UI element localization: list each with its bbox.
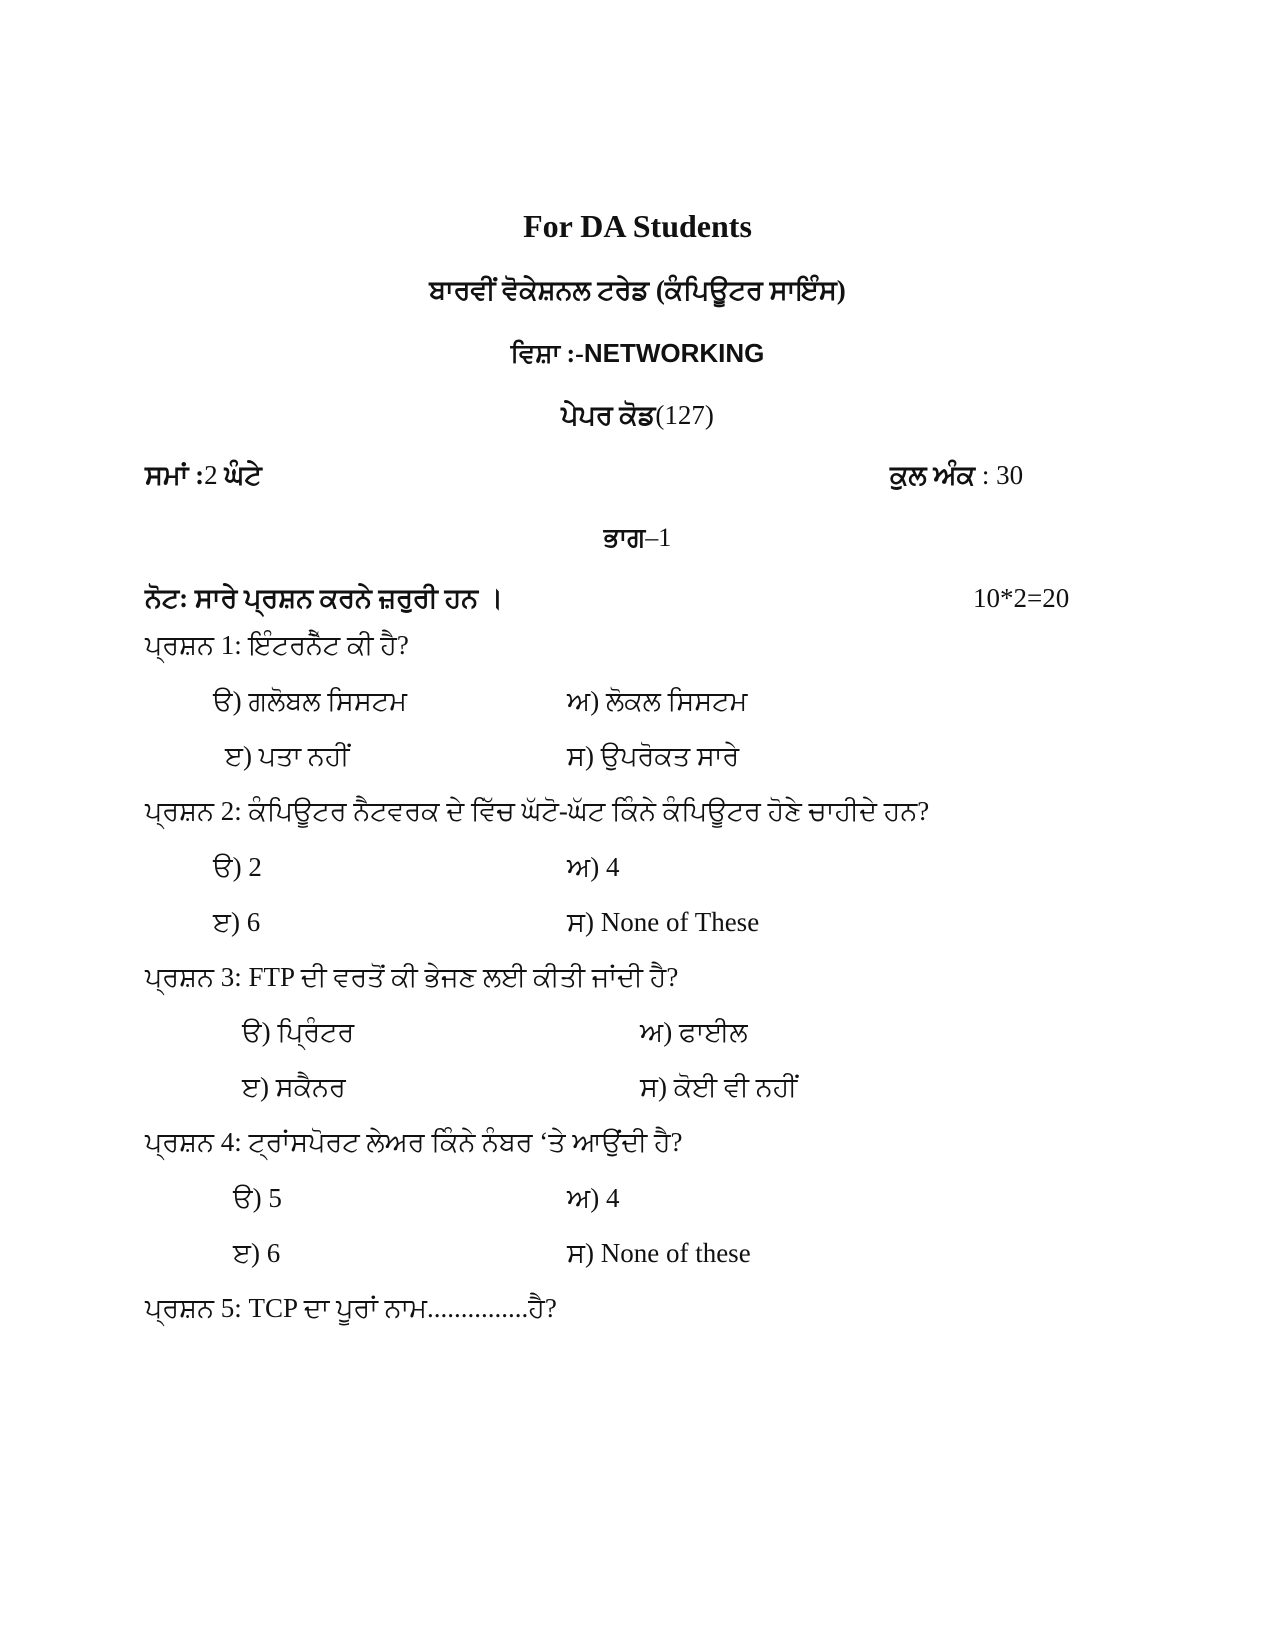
total-marks bbox=[890, 460, 1023, 492]
question-4: ਪ੍ਰਸ਼ਨ 4: ਟ੍ਰਾਂਸਪੋਰਟ ਲੇਅਰ ਕਿੰਨੇ ਨੰਬਰ ‘ਤੇ ਆਉਂਦੀ ਹੈ? bbox=[145, 1127, 683, 1157]
paper-code-label: ਪੇਪਰ ਕੋਡ bbox=[561, 400, 656, 430]
q1-option-b: ਅ) ਲੋਕਲ ਸਿਸਟਮ bbox=[567, 686, 748, 716]
page-subtitle: ਬਾਰਵੀਂ ਵੋਕੇਸ਼ਨਲ ਟਰੇਡ (ਕੰਪਿਊਟਰ ਸਾਇੰਸ) bbox=[429, 275, 846, 305]
q1-option-c: ੲ) ਪਤਾ ਨਹੀਂ bbox=[225, 741, 350, 771]
page-title: For DA Students bbox=[523, 208, 752, 244]
time-label: ਸਮਾਂ : bbox=[145, 460, 205, 490]
q2-option-b: ਅ) 4 bbox=[567, 852, 620, 882]
time-unit: ਘੰਟੇ bbox=[217, 460, 262, 490]
q2-option-a: ੳ) 2 bbox=[213, 852, 262, 882]
q2-option-c: ੲ) 6 bbox=[213, 907, 261, 937]
time-allowed bbox=[145, 460, 262, 492]
subject-value: NETWORKING bbox=[583, 338, 765, 368]
q3-option-c: ੲ) ਸਕੈਨਰ bbox=[242, 1072, 346, 1102]
question-5: ਪ੍ਰਸ਼ਨ 5: TCP ਦਾ ਪੂਰਾਂ ਨਾਮ...............ਹੈ? bbox=[145, 1293, 557, 1323]
q2-option-d: ਸ) None of These bbox=[567, 907, 760, 937]
q3-option-b: ਅ) ਫਾਈਲ bbox=[640, 1017, 748, 1047]
q3-option-a: ੳ) ਪ੍ਰਿੰਟਰ bbox=[242, 1017, 355, 1047]
time-value: 2 bbox=[204, 460, 218, 490]
q3-option-d: ਸ) ਕੋਈ ਵੀ ਨਹੀਂ bbox=[640, 1072, 798, 1102]
question-3: ਪ੍ਰਸ਼ਨ 3: FTP ਦੀ ਵਰਤੋਂ ਕੀ ਭੇਜਣ ਲਈ ਕੀਤੀ ਜਾਂਦੀ ਹੈ? bbox=[145, 962, 679, 992]
section-marks: 10*2=20 bbox=[973, 583, 1070, 613]
q4-option-c: ੲ) 6 bbox=[233, 1238, 281, 1268]
instructions-note: ਨੋਟ: ਸਾਰੇ ਪ੍ਰਸ਼ਨ ਕਰਨੇ ਜ਼ਰੁਰੀ ਹਨ । bbox=[145, 583, 504, 613]
subject-line bbox=[0, 338, 1275, 370]
question-2: ਪ੍ਰਸ਼ਨ 2: ਕੰਪਿਊਟਰ ਨੈਟਵਰਕ ਦੇ ਵਿੱਚ ਘੱਟੋ-ਘੱਟ ਕਿੰਨੇ ਕੰਪਿਊਟਰ ਹੋਣੇ ਚਾਹੀਦੇ ਹਨ? bbox=[145, 796, 930, 826]
question-1: ਪ੍ਰਸ਼ਨ 1: ਇੰਟਰਨੈੱਟ ਕੀ ਹੈ? bbox=[145, 630, 409, 660]
subject-label: ਵਿਸ਼ਾ :- bbox=[510, 339, 584, 368]
marks-label: ਕੁਲ ਅੰਕ bbox=[890, 460, 976, 490]
q1-option-d: ਸ) ਉਪਰੋਕਤ ਸਾਰੇ bbox=[567, 741, 740, 771]
paper-code-line bbox=[0, 400, 1275, 432]
marks-value: : 30 bbox=[975, 460, 1024, 490]
part-value: –1 bbox=[645, 523, 672, 552]
q1-option-a: ੳ) ਗਲੋਬਲ ਸਿਸਟਮ bbox=[213, 686, 407, 716]
part-label: ਭਾਗ bbox=[603, 523, 646, 552]
q4-option-d: ਸ) None of these bbox=[567, 1238, 751, 1268]
paper-code-value: (127) bbox=[655, 400, 714, 430]
q4-option-b: ਅ) 4 bbox=[567, 1183, 620, 1213]
section-part bbox=[0, 523, 1275, 554]
q4-option-a: ੳ) 5 bbox=[233, 1183, 282, 1213]
